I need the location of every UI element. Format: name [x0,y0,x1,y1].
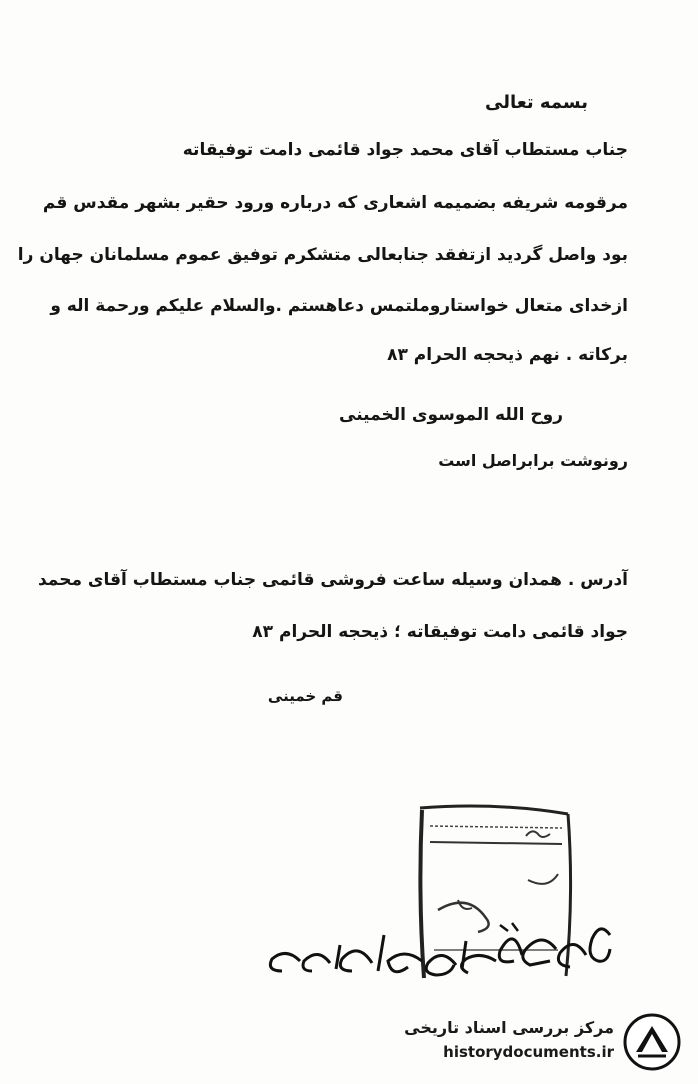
addressee-line: جناب مستطاب آقای محمد جواد قائمی دامت توفیقاته [182,140,628,160]
handwritten-signature [260,905,620,995]
signature-name: روح الله الموسوی الخمینی [339,405,563,425]
invocation: بسمه تعالی [485,92,588,113]
body-line-4: برکاته . نهم ذیحجه الحرام ۸۳ [387,345,628,365]
copy-certification-note: رونوشت برابراصل است [438,451,628,470]
address-line-1: آدرس . همدان وسیله ساعت فروشی قائمی جناب مستطاب آقای محمد [37,570,628,590]
address-line-2: جواد قائمی دامت توفیقاته ؛ ذیحجه الحرام ۸۳ [252,622,628,642]
sender-line: قم خمینی [267,687,343,705]
body-line-2: بود واصل گردید ازتفقد جنابعالی متشکرم توفیق عموم مسلمانان جهان را [17,245,628,265]
watermark-title: مرکز بررسی اسناد تاریخی [404,1018,614,1037]
history-documents-logo-icon [622,1012,682,1072]
stamp-top-border [420,806,568,814]
body-line-1: مرقومه شریفه بضمیمه اشعاری که درباره ورود حقیر بشهر مقدس قم [42,193,628,213]
watermark-url: historydocuments.ir [443,1043,614,1061]
body-line-3: ازخدای متعال خواستاروملتمس دعاهستم .والسلام علیکم ورحمة اله و [50,296,628,316]
archive-watermark [384,1010,684,1074]
